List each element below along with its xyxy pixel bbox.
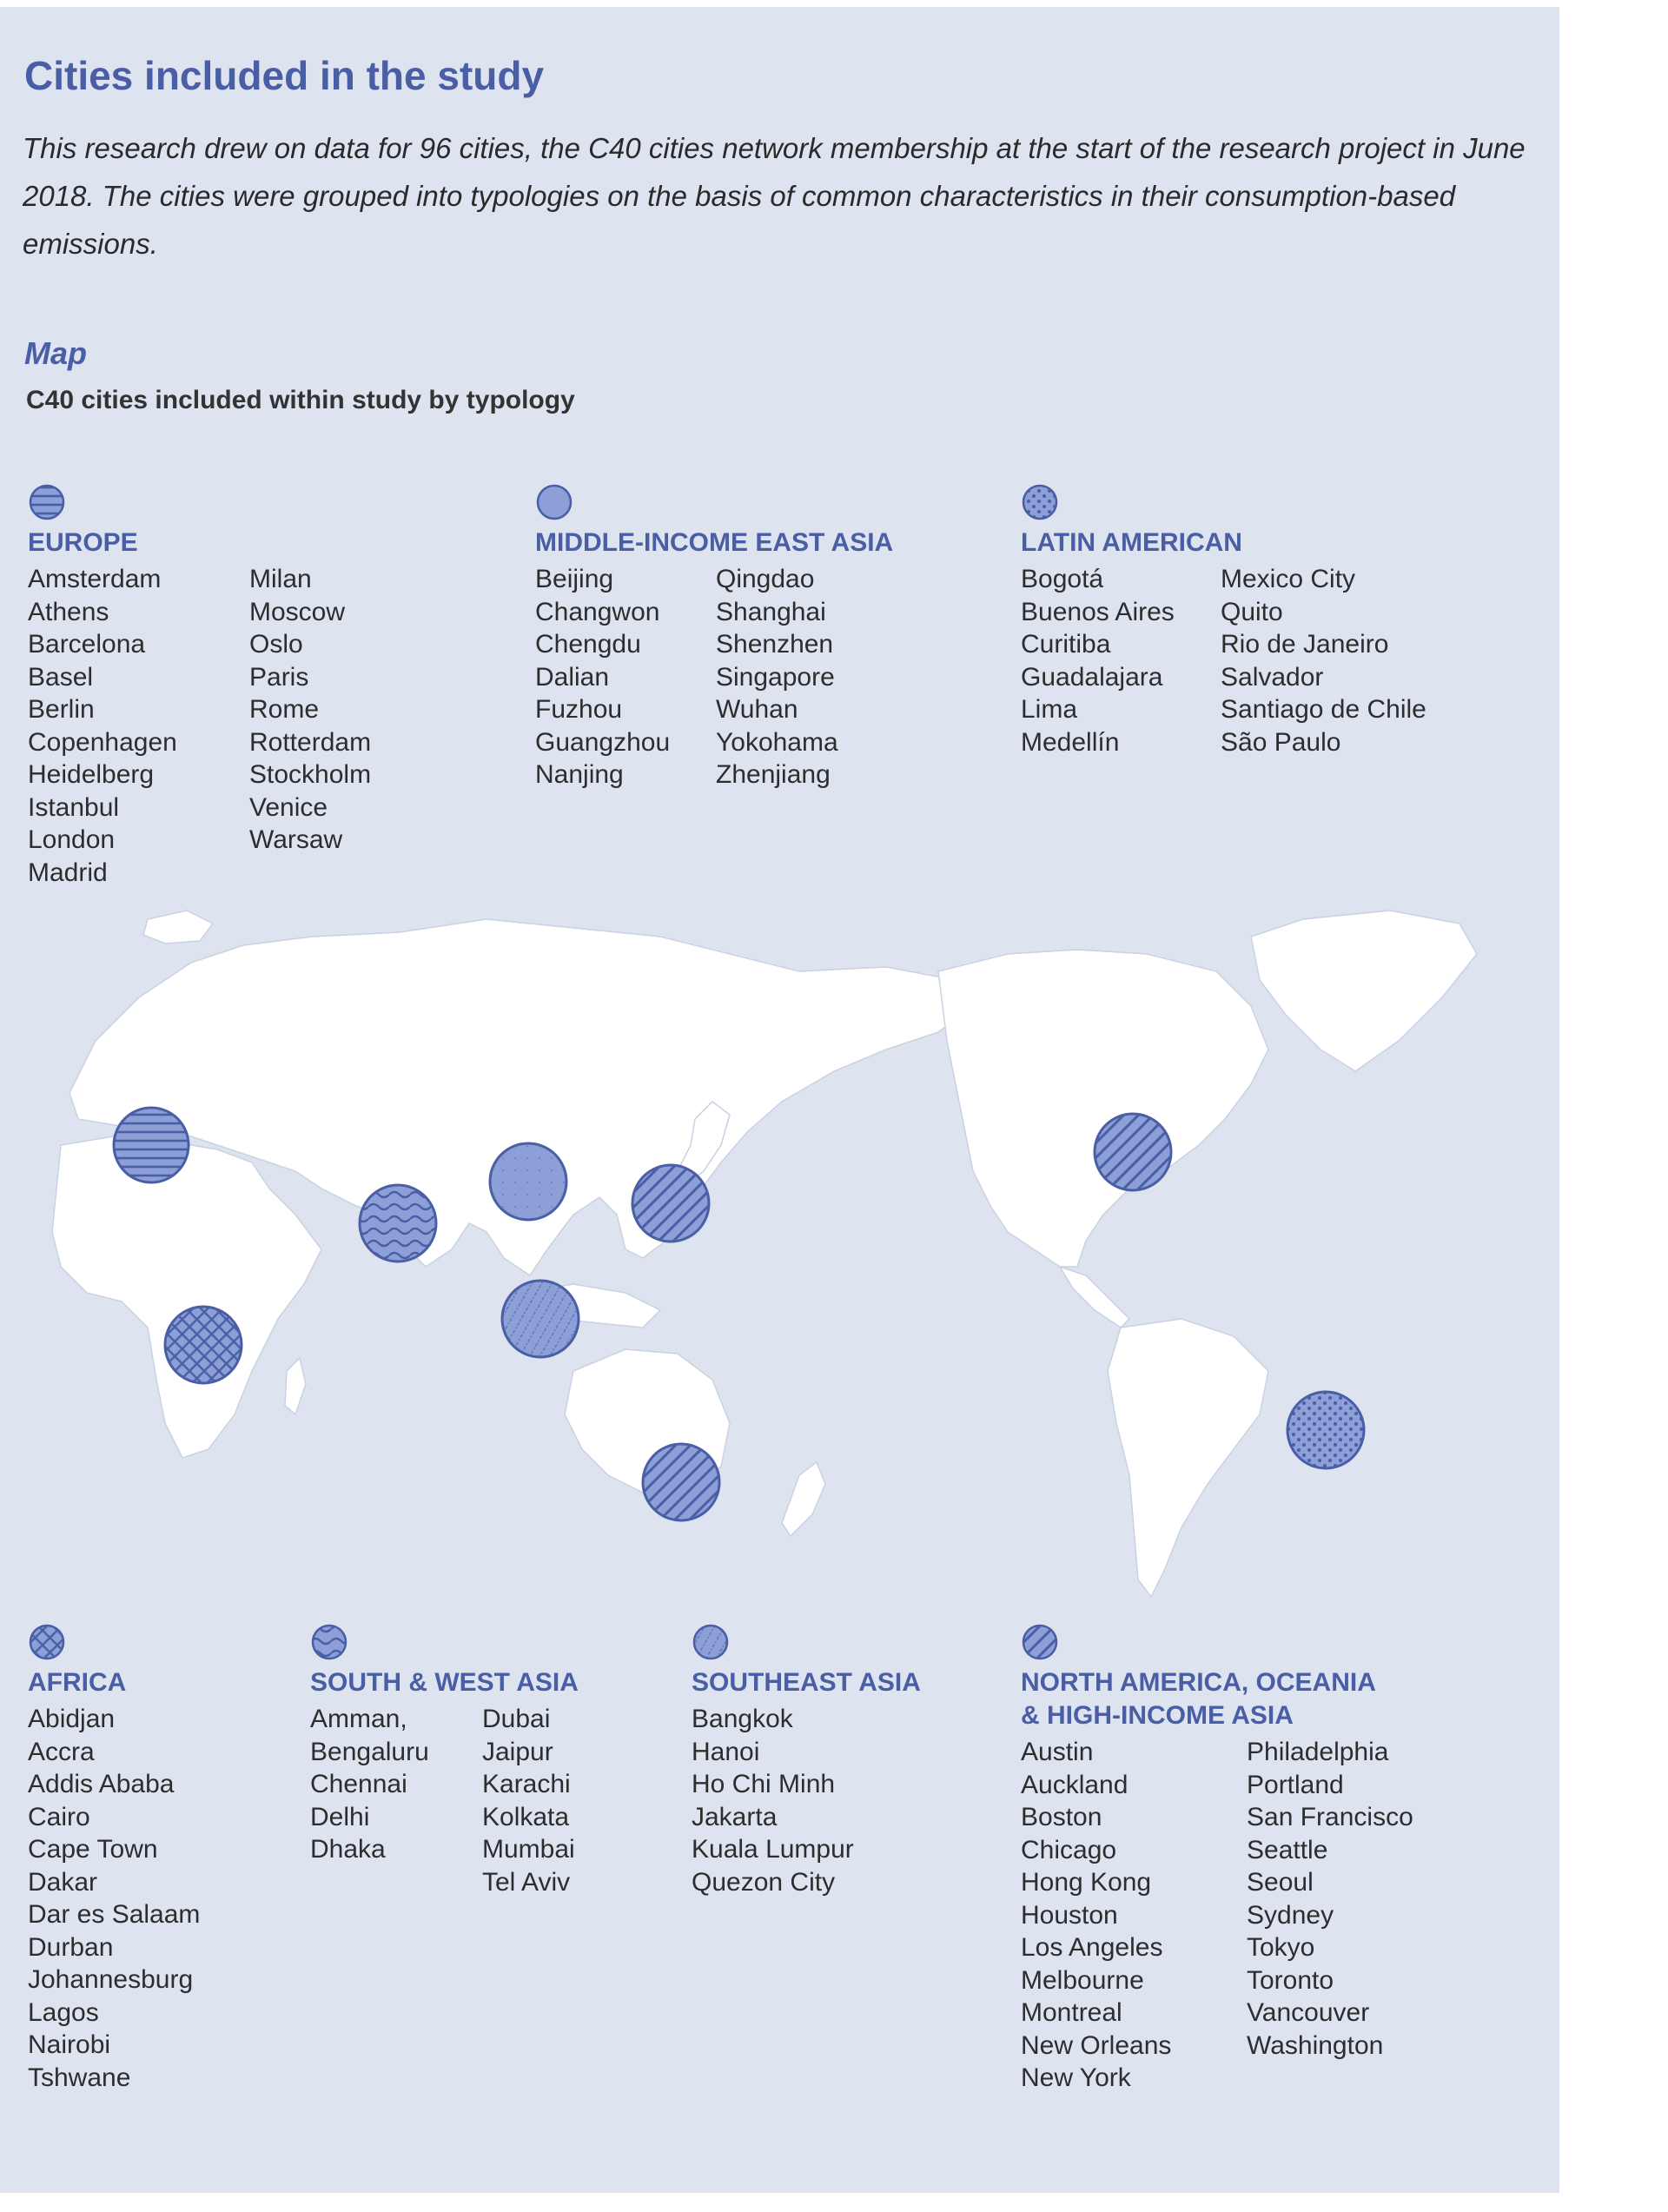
- intro-paragraph: This research drew on data for 96 cities, the C40 cities network membership at the start of the research project in June 2018. The cities were grouped into typologies on the basis of common characteristics in their consumption-based emissions.: [23, 132, 1526, 260]
- group-southeast-asia: [692, 1623, 921, 1898]
- city-column: [535, 563, 716, 791]
- city-item: Dakar: [28, 1867, 98, 1897]
- city-item: Rome: [249, 695, 320, 724]
- city-item: Portland: [1247, 1770, 1344, 1799]
- map-subtitle: C40 cities included within study by typology: [26, 386, 575, 414]
- marker-southeast-asia: [502, 1281, 579, 1357]
- city-item: Santiago de Chile: [1221, 695, 1426, 724]
- city-item: Kuala Lumpur: [692, 1835, 854, 1864]
- crosshatch-icon: [28, 1623, 66, 1661]
- city-item: Boston: [1021, 1803, 1102, 1831]
- group-south-west-asia: [310, 1623, 579, 1898]
- city-item: Hong Kong: [1021, 1868, 1152, 1897]
- land-madagascar: [285, 1358, 306, 1414]
- city-item: Chengdu: [535, 630, 641, 659]
- city-column: [249, 563, 371, 889]
- group-name: EUROPE: [28, 528, 138, 557]
- content-panel: [0, 7, 1559, 2193]
- city-item: San Francisco: [1247, 1803, 1413, 1831]
- city-item: Delhi: [310, 1802, 370, 1831]
- city-item: Fuzhou: [535, 695, 623, 724]
- city-item: Dhaka: [310, 1835, 386, 1864]
- city-column: [28, 563, 249, 889]
- city-item: Chennai: [310, 1770, 407, 1798]
- city-item: Mexico City: [1221, 565, 1356, 593]
- city-column: [28, 1703, 200, 2094]
- marker-latin-america: [1287, 1392, 1364, 1468]
- city-column: [1247, 1736, 1413, 2095]
- city-item: Los Angeles: [1021, 1933, 1163, 1962]
- city-item: Oslo: [249, 630, 303, 659]
- city-item: Amsterdam: [28, 565, 162, 593]
- city-item: Yokohama: [716, 727, 838, 757]
- city-item: Toronto: [1247, 1965, 1334, 1995]
- map-label: Map: [24, 335, 87, 371]
- city-item: Accra: [28, 1737, 95, 1766]
- city-item: Cairo: [28, 1802, 90, 1831]
- city-column: [482, 1703, 575, 1898]
- city-item: Ho Chi Minh: [692, 1770, 836, 1798]
- marker-oceania: [643, 1444, 719, 1520]
- page-title: Cities included in the study: [24, 53, 545, 98]
- city-item: Seoul: [1247, 1868, 1314, 1897]
- city-column: [310, 1703, 482, 1898]
- city-item: Athens: [28, 597, 109, 626]
- city-item: Milan: [249, 565, 312, 593]
- city-item: Addis Ababa: [28, 1770, 175, 1798]
- city-item: Qingdao: [716, 565, 815, 593]
- marker-north-america: [1095, 1114, 1171, 1190]
- solid-circle-icon: [535, 483, 573, 521]
- city-item: Abidjan: [28, 1705, 116, 1733]
- city-item: Singapore: [716, 662, 835, 692]
- city-item: Kolkata: [482, 1802, 570, 1831]
- city-item: Salvador: [1221, 662, 1324, 692]
- dotted-circle-icon: [1021, 483, 1059, 521]
- land-iceland: [143, 911, 213, 944]
- city-item: Melbourne: [1021, 1965, 1144, 1995]
- city-item: Bengaluru: [310, 1737, 429, 1766]
- city-item: New York: [1021, 2063, 1131, 2092]
- city-item: Dubai: [482, 1705, 551, 1733]
- city-item: Austin: [1021, 1738, 1094, 1766]
- city-item: Wuhan: [716, 695, 798, 724]
- city-item: Johannesburg: [28, 1965, 194, 1994]
- group-north-america-oceania-high-income-asia: [1021, 1623, 1413, 2095]
- city-item: Vancouver: [1247, 1998, 1370, 2027]
- city-item: São Paulo: [1221, 727, 1341, 757]
- group-name: MIDDLE-INCOME EAST ASIA: [535, 528, 894, 557]
- city-item: Chicago: [1021, 1835, 1117, 1864]
- city-item: Warsaw: [249, 825, 343, 854]
- city-item: Copenhagen: [28, 727, 177, 757]
- land-greenland: [1251, 911, 1477, 1071]
- speckled-circle-icon: [692, 1623, 730, 1661]
- city-item: Quezon City: [692, 1867, 836, 1897]
- wave-pattern-icon: [310, 1623, 348, 1661]
- city-item: Karachi: [482, 1770, 571, 1798]
- city-item: Venice: [249, 792, 328, 822]
- city-item: Basel: [28, 662, 94, 692]
- city-item: Bogotá: [1021, 565, 1104, 593]
- city-item: Washington: [1247, 2030, 1384, 2060]
- city-item: Tshwane: [28, 2063, 131, 2092]
- marker-europe: [114, 1108, 189, 1182]
- city-column: [1021, 563, 1221, 758]
- city-item: Shanghai: [716, 597, 826, 626]
- city-item: Jaipur: [482, 1737, 553, 1766]
- land-new-zealand: [782, 1462, 825, 1536]
- city-item: Berlin: [28, 695, 95, 724]
- city-item: Guangzhou: [535, 727, 671, 757]
- city-item: Tokyo: [1247, 1933, 1315, 1962]
- group-name: LATIN AMERICAN: [1021, 528, 1242, 557]
- marker-middle-income-east-asia: [490, 1143, 566, 1220]
- city-item: Moscow: [249, 597, 346, 626]
- group-name: NORTH AMERICA, OCEANIA & HIGH-INCOME ASIA: [1021, 1668, 1376, 1730]
- city-item: Changwon: [535, 597, 660, 626]
- marker-high-income-asia: [632, 1165, 709, 1242]
- city-item: Houston: [1021, 1900, 1118, 1930]
- city-column: [716, 563, 838, 791]
- city-item: Seattle: [1247, 1835, 1328, 1864]
- land-africa: [52, 1136, 321, 1458]
- group-africa: [28, 1623, 200, 2094]
- group-europe: [28, 483, 371, 889]
- diagonal-stripes-icon: [1021, 1623, 1059, 1661]
- group-name: SOUTHEAST ASIA: [692, 1668, 921, 1697]
- city-item: Barcelona: [28, 630, 146, 659]
- city-item: London: [28, 825, 116, 854]
- land-north-america: [938, 950, 1268, 1267]
- city-item: Auckland: [1021, 1770, 1129, 1799]
- city-item: Istanbul: [28, 792, 120, 822]
- city-column: [692, 1703, 854, 1898]
- landmasses: [52, 911, 1477, 1597]
- city-item: Cape Town: [28, 1835, 158, 1864]
- city-item: Bangkok: [692, 1705, 793, 1733]
- city-item: Philadelphia: [1247, 1738, 1389, 1766]
- city-item: Rotterdam: [249, 727, 372, 757]
- land-central-america: [1060, 1267, 1129, 1328]
- city-item: Tel Aviv: [482, 1867, 571, 1897]
- marker-africa: [165, 1307, 242, 1383]
- city-item: Zhenjiang: [716, 760, 831, 789]
- city-item: Durban: [28, 1932, 114, 1962]
- city-item: Dar es Salaam: [28, 1900, 201, 1929]
- city-item: Jakarta: [692, 1802, 778, 1831]
- land-south-america: [1108, 1319, 1268, 1597]
- city-item: Nairobi: [28, 2030, 111, 2059]
- city-item: Nanjing: [535, 760, 624, 789]
- city-item: Montreal: [1021, 1998, 1122, 2027]
- city-item: Sydney: [1247, 1900, 1334, 1930]
- city-item: Lima: [1021, 695, 1078, 724]
- city-item: Stockholm: [249, 760, 372, 789]
- group-name: SOUTH & WEST ASIA: [310, 1668, 579, 1697]
- city-item: New Orleans: [1021, 2030, 1172, 2060]
- city-item: Paris: [249, 662, 309, 692]
- city-item: Medellín: [1021, 727, 1120, 757]
- group-latin-american: [1021, 483, 1426, 758]
- world-map: [35, 884, 1512, 1632]
- group-name: AFRICA: [28, 1668, 127, 1697]
- city-item: Shenzhen: [716, 630, 834, 659]
- group-middle-income-east-asia: [535, 483, 893, 791]
- city-item: Mumbai: [482, 1835, 575, 1864]
- city-item: Curitiba: [1021, 630, 1111, 659]
- city-column: [1021, 1736, 1247, 2095]
- horizontal-stripes-icon: [28, 483, 66, 521]
- city-item: Buenos Aires: [1021, 597, 1175, 626]
- city-item: Beijing: [535, 565, 614, 593]
- city-item: Quito: [1221, 597, 1283, 626]
- city-column: [1221, 563, 1426, 758]
- city-item: Hanoi: [692, 1737, 760, 1766]
- city-item: Madrid: [28, 858, 108, 887]
- city-item: Dalian: [535, 662, 610, 692]
- city-item: Heidelberg: [28, 760, 155, 789]
- city-item: Amman,: [310, 1705, 407, 1733]
- city-item: Rio de Janeiro: [1221, 630, 1389, 659]
- city-item: Guadalajara: [1021, 662, 1163, 692]
- marker-south-west-asia: [360, 1185, 436, 1262]
- city-item: Lagos: [28, 1997, 99, 2027]
